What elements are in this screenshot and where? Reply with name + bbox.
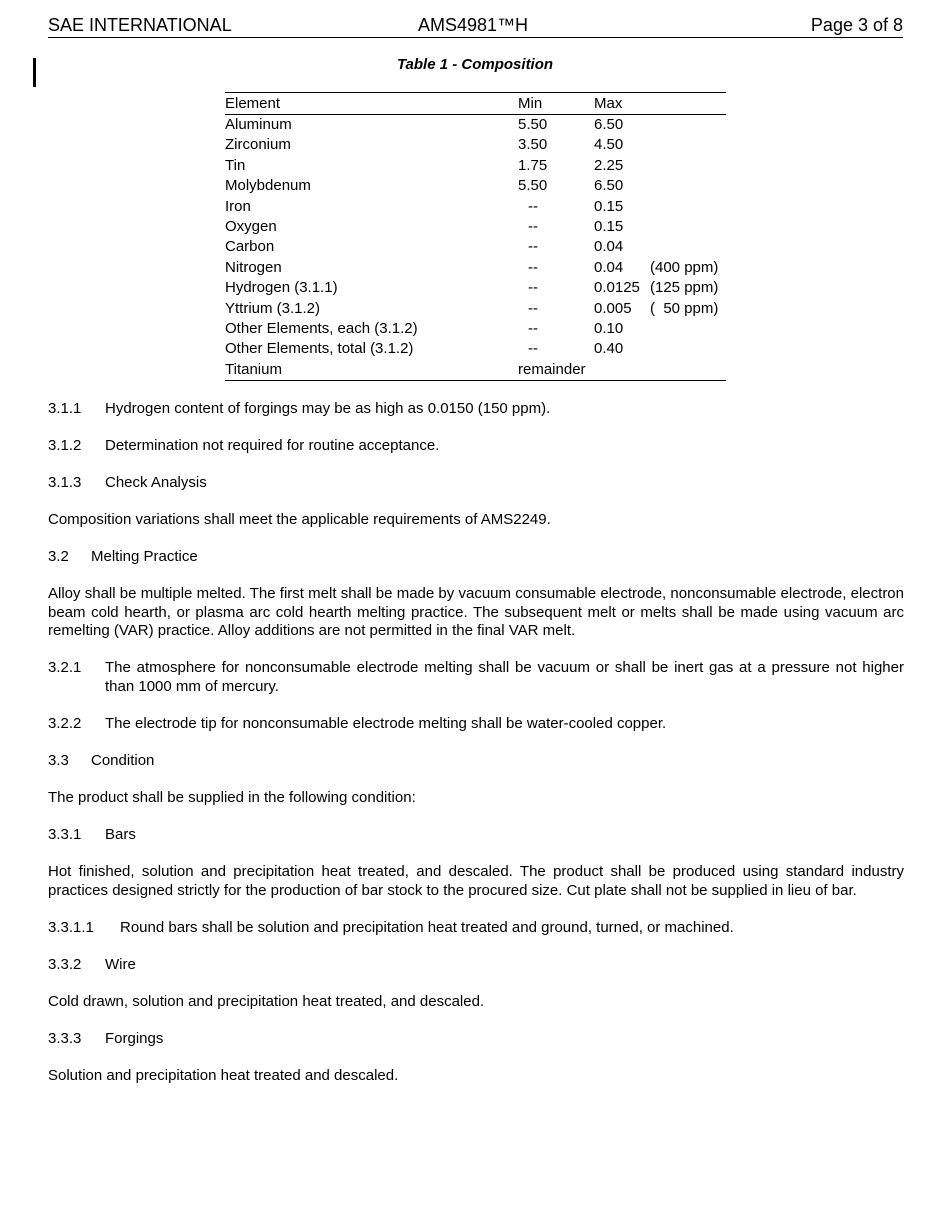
paragraph-bars: Hot finished, solution and precipitation heat treated, and descaled. The product shall be produced using standard industry practices designed strictly for the production of bar stock to the procured size. Cut plate shall not be supplied in lieu of bar. xyxy=(48,863,904,899)
section-number-3-1-3: 3.1.3 xyxy=(48,474,82,491)
section-number-3-1-2: 3.1.2 xyxy=(48,437,82,454)
section-heading-condition: Condition xyxy=(91,752,155,769)
section-heading-forgings: Forgings xyxy=(105,1030,164,1047)
cell-element: Iron xyxy=(225,197,251,215)
cell-min: -- xyxy=(528,238,538,256)
column-header-max: Max xyxy=(594,95,623,112)
cell-max: 4.50 xyxy=(594,136,624,154)
cell-element: Other Elements, each (3.1.2) xyxy=(225,319,418,337)
cell-max: 0.10 xyxy=(594,319,624,337)
table-row xyxy=(225,319,726,339)
cell-element: Titanium xyxy=(225,360,282,378)
table-row xyxy=(225,176,726,196)
cell-note: ( 50 ppm) xyxy=(650,299,719,317)
header-org: SAE INTERNATIONAL xyxy=(48,15,232,35)
section-text-3-1-2: Determination not required for routine acceptance. xyxy=(105,437,440,454)
section-text-3-2-1: The atmosphere for nonconsumable electrode melting shall be vacuum or shall be inert gas at a pressure not higher than 1000 mm of mercury. xyxy=(105,659,904,695)
cell-min: -- xyxy=(528,217,538,235)
header-page-number: Page 3 of 8 xyxy=(810,15,903,35)
table-row xyxy=(225,197,726,217)
table-row xyxy=(225,339,726,359)
cell-min: -- xyxy=(528,279,538,297)
table-row xyxy=(225,237,726,257)
table-row xyxy=(225,258,726,278)
section-text-3-1-1: Hydrogen content of forgings may be as high as 0.0150 (150 ppm). xyxy=(105,400,551,417)
section-number-3-3-1: 3.3.1 xyxy=(48,826,82,843)
cell-min: remainder xyxy=(518,360,586,378)
section-text-3-2-2: The electrode tip for nonconsumable electrode melting shall be water-cooled copper. xyxy=(105,715,667,732)
paragraph-melting-practice: Alloy shall be multiple melted. The first melt shall be made by vacuum consumable electrode, nonconsumable electrode, electron beam cold hearth, or plasma arc cold hearth melting practice. The subsequent melt or melts shall be made using vacuum arc remelting (VAR) practice. Alloy additions are not permitted in the final VAR melt. xyxy=(48,585,904,639)
cell-max: 0.04 xyxy=(594,258,624,276)
cell-element: Aluminum xyxy=(225,116,292,133)
cell-min: 5.50 xyxy=(518,177,548,195)
table-title: Table 1 - Composition xyxy=(396,56,554,73)
cell-min: 1.75 xyxy=(518,156,548,174)
column-header-element: Element xyxy=(225,95,281,112)
paragraph-check-analysis: Composition variations shall meet the applicable requirements of AMS2249. xyxy=(48,511,551,528)
cell-max: 0.04 xyxy=(594,238,624,256)
section-heading-wire: Wire xyxy=(105,956,136,973)
cell-element: Hydrogen (3.1.1) xyxy=(225,279,338,297)
cell-max: 0.15 xyxy=(594,197,624,215)
cell-min: -- xyxy=(528,340,538,358)
section-number-3-2-2: 3.2.2 xyxy=(48,715,82,732)
section-number-3-1-1: 3.1.1 xyxy=(48,400,82,417)
section-number-3-3: 3.3 xyxy=(48,752,69,769)
table-header-row xyxy=(225,92,726,115)
cell-element: Zirconium xyxy=(225,136,291,154)
cell-min: -- xyxy=(528,258,538,276)
cell-element: Carbon xyxy=(225,238,275,256)
paragraph-forgings: Solution and precipitation heat treated and descaled. xyxy=(48,1067,399,1084)
paragraph-wire: Cold drawn, solution and precipitation heat treated, and descaled. xyxy=(48,993,485,1010)
cell-note: (125 ppm) xyxy=(650,279,719,297)
cell-min: -- xyxy=(528,319,538,337)
column-header-min: Min xyxy=(518,95,543,112)
cell-max: 6.50 xyxy=(594,177,624,195)
cell-max: 0.15 xyxy=(594,217,624,235)
cell-element: Nitrogen xyxy=(225,258,282,276)
header-doc-id: AMS4981™H xyxy=(418,15,529,35)
table-row xyxy=(225,115,726,135)
composition-table xyxy=(225,92,726,381)
table-row xyxy=(225,299,726,319)
paragraph-condition: The product shall be supplied in the following condition: xyxy=(48,789,416,806)
cell-element: Other Elements, total (3.1.2) xyxy=(225,340,414,358)
section-heading-check-analysis: Check Analysis xyxy=(105,474,207,491)
section-heading-bars: Bars xyxy=(105,826,136,843)
cell-max: 0.40 xyxy=(594,340,624,358)
cell-min: 5.50 xyxy=(518,116,548,133)
cell-min: 3.50 xyxy=(518,136,548,154)
cell-max: 0.0125 xyxy=(594,279,640,297)
cell-note: (400 ppm) xyxy=(650,258,719,276)
page-header xyxy=(48,15,903,38)
section-number-3-3-3: 3.3.3 xyxy=(48,1030,82,1047)
cell-max: 0.005 xyxy=(594,299,632,317)
section-number-3-2: 3.2 xyxy=(48,548,69,565)
table-row xyxy=(225,360,726,381)
cell-min: -- xyxy=(528,197,538,215)
cell-element: Tin xyxy=(225,156,246,174)
cell-element: Oxygen xyxy=(225,217,277,235)
cell-max: 6.50 xyxy=(594,116,624,133)
cell-element: Yttrium (3.1.2) xyxy=(225,299,321,317)
section-number-3-2-1: 3.2.1 xyxy=(48,659,82,676)
cell-element: Molybdenum xyxy=(225,177,311,195)
cell-min: -- xyxy=(528,299,538,317)
section-heading-melting-practice: Melting Practice xyxy=(91,548,198,565)
section-text-3-3-1-1: Round bars shall be solution and precipitation heat treated and ground, turned, or machined. xyxy=(120,919,734,936)
section-number-3-3-2: 3.3.2 xyxy=(48,956,82,973)
table-row xyxy=(225,135,726,155)
table-row xyxy=(225,156,726,176)
section-number-3-3-1-1: 3.3.1.1 xyxy=(48,919,94,936)
table-row xyxy=(225,217,726,237)
cell-max: 2.25 xyxy=(594,156,624,174)
table-row xyxy=(225,278,726,298)
